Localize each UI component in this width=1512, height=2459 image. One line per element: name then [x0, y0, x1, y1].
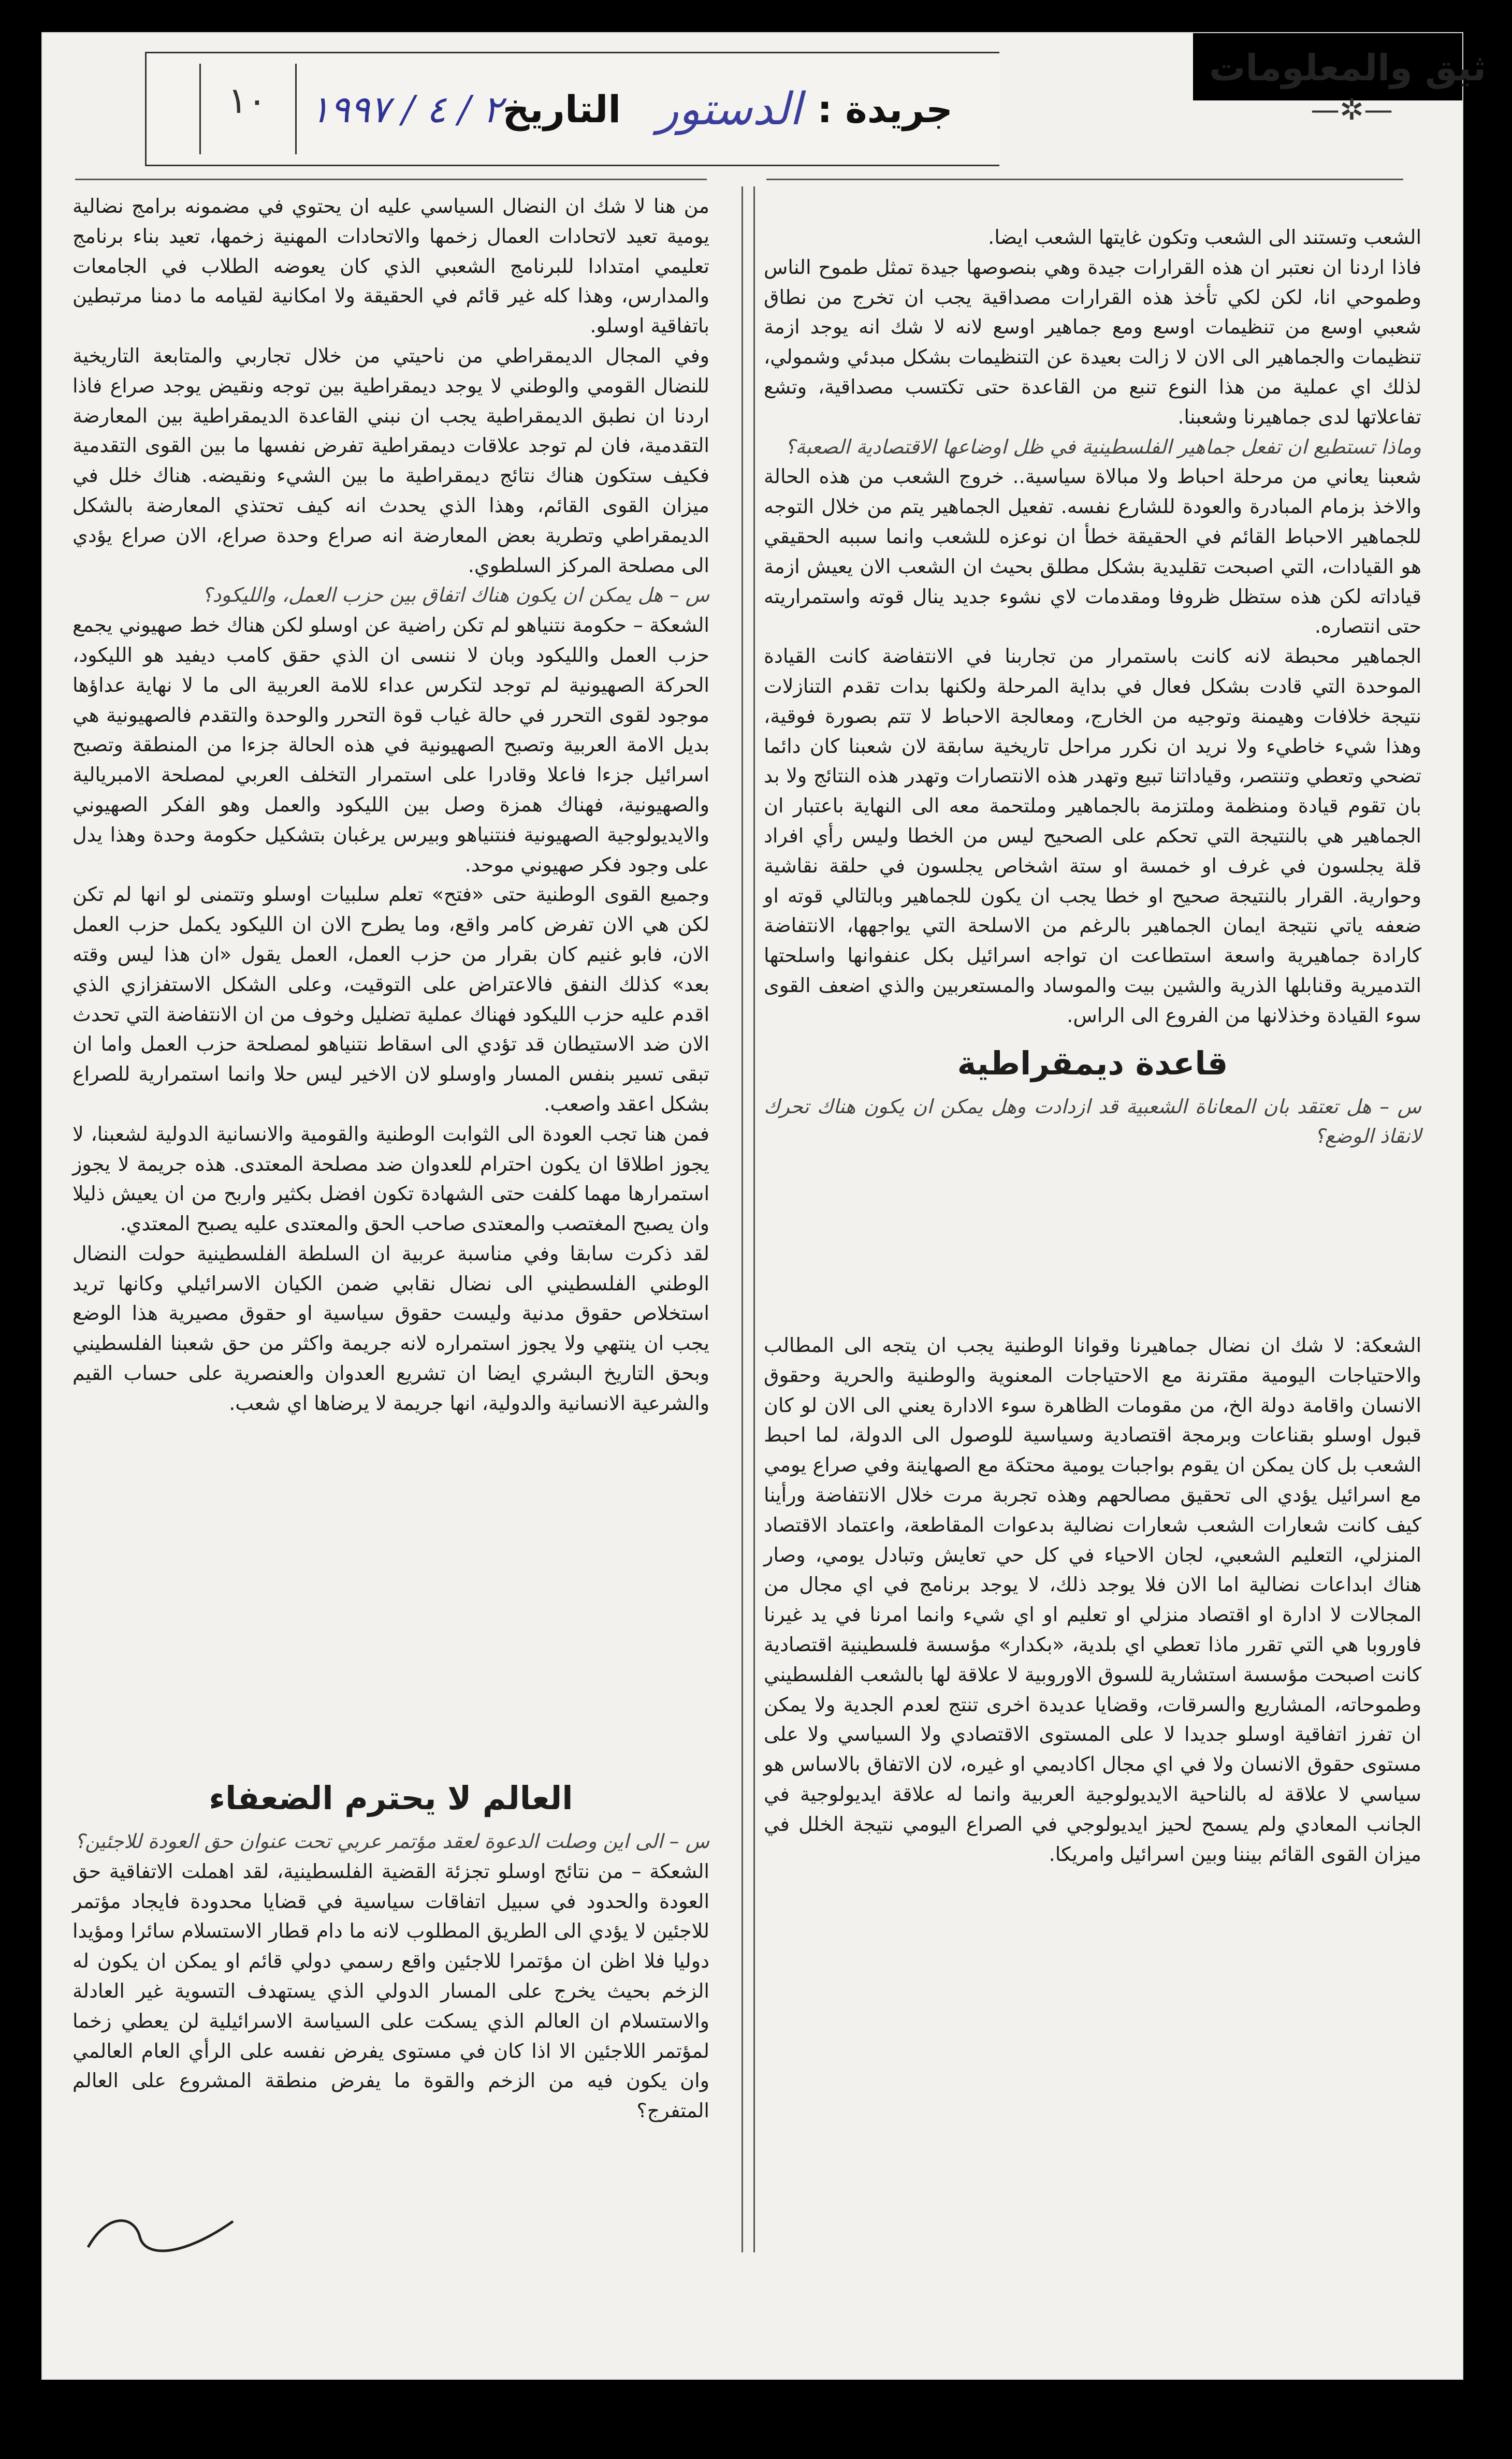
- newspaper-name: الدستور: [657, 83, 802, 135]
- paragraph: الشعكة – حكومة نتنياهو لم تكن راضية عن اوسلو لكن هناك خط صهيوني يجمع حزب العمل والليكود وبان لا ننسى ان الذي حقق كامب ديفيد هو الليكود، الحركة الصهيونية لم توجد لتكرس عداء للامة العربية الى ما لا نهاية عداؤها موجود لقوى التحرر في حالة غياب قوة التحرر والوحدة والتقدم فالصهيونية هي بديل الامة العربية وتصبح الصهيونية في هذه الحالة جزءا من المنطقة وتصبح اسرائيل جزءا فاعلا وقادرا على استمرار التخلف العربي لمصلحة الامبريالية والصهيونية، فهناك همزة وصل بين الليكود والعمل وهو الفكر الصهيوني والايديولوجية الصهيونية فنتنياهو وبيرس يرغبان بتشكيل حكومة وحدة وهذا يدل على وجود فكر صهيوني موحد.: [72, 614, 709, 876]
- paragraph: الشعكة: لا شك ان نضال جماهيرنا وقوانا الوطنية يجب ان يتجه الى المطالب والاحتياجات اليومية مقترنة مع الاحتياجات المعنوية والوطنية والحرية وحقوق الانسان واقامة دولة الخ، من مقومات الظاهرة سوء الادارة يعني الى الان لو كان قبول اوسلو بقناعات وبرمجة اقتصادية وسياسية للوصول الى الدولة، لما احبط الشعب بل كان يمكن ان يقوم بواجبات يومية محتكة مع الصهاينة وفي صراع يومي مع اسرائيل يؤدي الى تحقيق مصالحهم وهذه تجربة مرت خلال الانتفاضة ورأينا كيف كانت شعارات الشعب شعارات نضالية بدعوات المقاطعة، واعتماد الاقتصاد المنزلي، التعليم الشعبي، لجان الاحياء في كل حي تعايش وتبادل يومي، وصار هناك ابداعات نضالية اما الان فلا يوجد ذلك، لا يوجد برنامج في اي مجال من المجالات لا ادارة او اقتصاد منزلي او تعليم او اي شيء وانما امرنا في يد غيرنا فاوروبا هي التي تقرر ماذا تعطي اي بلدية، «بكدار» مؤسسة فلسطينية اقتصادية كانت اصبحت مؤسسة استشارية للسوق الاوروبية لا علاقة لها بالشعب الفلسطيني وطموحاته، المشاريع والسرقات، وقضايا عديدة اخرى تنتج لعدم الجدية ولا يمكن ان تفرز اتفاقية اوسلو جديدا لا على المستوى الاقتصادي ولا السياسي ولا على مستوى حقوق الانسان ولا في اي مجال اكاديمي او غيره، لان الاتفاق بالاساس هو سياسي لا علاقة له بالناحية الايديولوجية العربية وانما له علاقة ايديولوجية في الجانب المعادي ولم يسمح لحيز ايديولوجي في الصراع اليومي نتيجة الخلل في ميزان القوى القائم بيننا وبين اسرائيل وامريكا.: [764, 1334, 1421, 1866]
- interview-question: س – الى اين وصلت الدعوة لعقد مؤتمر عربي تحت عنوان حق العودة للاجئين؟: [74, 1830, 709, 1853]
- section-heading: العالم لا يحترم الضعفاء: [209, 1779, 573, 1817]
- paragraph: لقد ذكرت سابقا وفي مناسبة عربية ان السلطة الفلسطينية حولت النضال الوطني الفلسطيني الى نضال نقابي ضمن الكيان الاسرائيلي وكانها تريد استخلاص حقوق مدنية وليست حقوق سياسية او حقوق مصيرية هذا الوضع يجب ان ينتهي ولا يجوز استمراره لانه جريمة واكثر من حق شعبنا الفلسطيني وبحق التاريخ البشري ايضا ان تشريع العدوان والعنصرية على حساب القيم والشرعية الانسانية والدولية، انها جريمة لا يرضاها اي شعب.: [72, 1242, 709, 1415]
- paragraph: وفي المجال الديمقراطي من ناحيتي من خلال تجاربي والمتابعة التاريخية للنضال القومي والوطني لا يوجد ديمقراطية بين توجه ونقيض يوجد صراع فاذا اردنا ان نطبق الديمقراطية يجب ان نبني القاعدة الديمقراطية بين المعارضة التقدمية، فان لم توجد علاقات ديمقراطية تفرض نفسها ما بين القوى التقدمية فكيف ستكون هناك نتائج ديمقراطية ما بين الشيء ونقيضه. هناك خلل في ميزان القوى القائم، وهذا الذي يحدث انه كيف تحتذي المعارضة بالشكل الديمقراطي وتطرية بعض المعارضة انه صراع وحدة صراع، الان صراع يؤدي الى مصلحة المركز السلطوي.: [72, 344, 709, 577]
- clipping-header: [145, 52, 999, 166]
- archive-corner-title: ثيق والمعلومات: [1209, 47, 1486, 89]
- handwritten-mark-icon: [78, 2201, 243, 2263]
- archive-mark: ١٠: [228, 79, 267, 122]
- paragraph: الشعكة – من نتائج اوسلو تجزئة القضية الفلسطينية، لقد اهملت الاتفاقية حق العودة والحدود في سبيل اتفاقات سياسية في قضايا محدودة فايجاد مؤتمر للاجئين لا يؤدي الى الطريق المطلوب لانه ما دام قطار الاستسلام سائرا ومؤيدا دوليا فلا اظن ان مؤتمرا للاجئين واقع رسمي دولي قائم او يمكن ان يكون له الزخم بحيث يخرج على المسار الدولي الذي يستهدف التسوية غير العادلة والاستسلام ان العالم الذي يسكت على السياسة الاسرائيلية لن يعطي زخما لمؤتمر اللاجئين الا اذا كان في مستوى يفرض نفسه على الرأي العام العالمي وان يكون فيه من الزخم والقوة ما يفرض منطقة المشروع على العالم المتفرج؟: [72, 1859, 709, 2122]
- top-rule: [766, 179, 1403, 180]
- paragraph: فمن هنا تجب العودة الى الثوابت الوطنية والقومية والانسانية الدولية لشعبنا، لا يجوز اطلاقا ان يكون احترام للعدوان ضد مصلحة المعتدى. هذه جريمة لا يجوز استمرارها مهما كلفت حتى الشهادة تكون افضل بكثير واربح من ان يعيش ذليلا وان يصبح المغتصب والمعتدى صاحب الحق والمعتدى عليه يصبح المعتدي.: [72, 1122, 709, 1235]
- paragraph: من هنا لا شك ان النضال السياسي عليه ان يحتوي في مضمونه برامج نضالية يومية تعيد لاتحادات العمال زخمها والاتحادات المهنية زخمها، تعيد بناء برنامج تعليمي امتدادا للبرنامج الشعبي الذي كان يعوضه الطلاب في الجامعات والمدارس، وهذا كله غير قائم في الحقيقة ولا امكانية لقيامه ما دمنا مرتبطين باتفاقية اوسلو.: [72, 195, 709, 338]
- star-ornament-icon: —✲—: [1311, 93, 1393, 127]
- paragraph: الشعب وتستند الى الشعب وتكون غايتها الشعب ايضا.: [988, 226, 1421, 249]
- interview-question: س – هل يمكن ان يكون هناك اتفاق بين حزب العمل، والليكود؟: [202, 584, 709, 607]
- paragraph: وجميع القوى الوطنية حتى «فتح» تعلم سلبيات اوسلو وتتمنى لو انها لم تكن لكن هي الان تفرض كامر واقع، وما يطرح الان ان الليكود يكمل حزب العمل الان، فابو غنيم كان بقرار من حزب العمل، العمل يقول «ان هذا ليس وقته بعد» كذلك النفق فالاعتراض على التوقيت، وعلى الشكل الاستفزازي الذي اقدم عليه حزب الليكود فهناك عملية تضليل وخوف من ان الانتفاضة التي تحدث الان ضد الاستيطان قد تؤدي الى اسقاط نتنياهو لمصلحة حزب العمل واما ان تبقى تسير بنفس المسار واوسلو لان الاخير ليس حلا وانما استمرارية للصراع بشكل اعقد واصعب.: [72, 883, 709, 1115]
- newspaper-label: جريدة :: [817, 87, 953, 131]
- column-rule: [742, 186, 743, 2252]
- article-column-right: [764, 223, 1421, 1320]
- date-value: ٢ / ٤ / ١٩٩٧: [310, 87, 503, 131]
- section-heading: قاعدة ديمقراطية: [957, 1044, 1228, 1082]
- interview-question: وماذا تستطيع ان تفعل جماهير الفلسطينية في ظل اوضاعها الاقتصادية الصعبة؟: [784, 435, 1421, 458]
- interview-question: س – هل تعتقد بان المعاناة الشعبية قد ازدادت وهل يمكن ان يكون هناك تحرك لانقاذ الوضع؟: [764, 1095, 1421, 1148]
- article-column-left: [72, 192, 709, 1750]
- paragraph: فاذا اردنا ان نعتبر ان هذه القرارات جيدة وهي بنصوصها جيدة تمثل طموح الناس وطموحي انا، لكن لكي تأخذ هذه القرارات مصداقية يجب ان تخرج من نطاق شعبي اوسع من تنظيمات اوسع ومع جماهير اوسع لانه لا شك انه يوجد ازمة تنظيمات والجماهير الى الان لا زالت بعيدة عن التنظيمات بشكل مبدئي وشمولي، لذلك اي عملية من هذا النوع تنبع من القاعدة حتى تكتسب مصداقية، وتشع تفاعلاتها لدى جماهيرنا وشعبنا.: [764, 255, 1421, 428]
- article-column-left-lower: [72, 1766, 709, 2252]
- date-label: التاريخ: [502, 87, 621, 131]
- column-rule: [753, 186, 755, 2252]
- paragraph: الجماهير محبطة لانه كانت باستمرار من تجاربنا في الانتفاضة كانت القيادة الموحدة التي قادت بشكل فعال في بداية المرحلة ولكنها بدات تقدم التنازلات نتيجة خلافات وهيمنة وتوجيه من الخارج، ومعالجة الاحباط لا تتم بصورة فوقية، وهذا شيء خاطيء ولا نريد ان نكرر مراحل تاريخية سابقة لان شعبنا كان دائما تضحي وتعطي وتنتصر، وقياداتنا تبيع وتهدر هذه الانتصارات وتهدر هذه النتائج ولا بد بان تقوم قيادة ومنظمة وملتزمة بالجماهير وملتحمة معه الى النهاية باعتبار ان الجماهير هي بالنتيجة التي تحكم على الصحيح ليس من الخطا وليس رأي افراد قلة يجلسون في غرف او خمسة او ستة اشخاص يجلسون في حلقة نقاشية وحوارية. القرار بالنتيجة صحيح او خطا يجب ان يكون للجماهير وبالتالي قوته او ضعفه ياتي نتيجة ايمان الجماهير بالرغم من الاسلحة التي يواجهها، الانتفاضة كارادة جماهيرية واسعة استطاعت ان تواجه اسرائيل بكل عنفوانها واسلحتها التدميرية وقنابلها الذرية والشين بيت والموساد والمستعربين والذي اضعف القوى سوء القيادة وخذلانها من الفروع الى الراس.: [764, 645, 1421, 1027]
- top-rule: [75, 179, 707, 180]
- paragraph: شعبنا يعاني من مرحلة احباط ولا مبالاة سياسية.. خروج الشعب من هذه الحالة والاخذ بزمام المبادرة والعودة للشارع نفسه. تفعيل الجماهير يتم من خلال التوجه للجماهير الاحباط القائم في الحقيقة خطأ ان نوعزه للشعب وانما سببه الحقيقي هو القيادات، التي اصبحت تقليدية بشكل مطلق بحيث ان الشعب الان يعيش ازمة قياداته لكن هذه ستظل ظروفا ومقدمات لاي نشوء جديد ينال قوته واستمراريته حتى انتصاره.: [764, 465, 1421, 638]
- article-column-right-lower: [764, 1331, 1421, 2170]
